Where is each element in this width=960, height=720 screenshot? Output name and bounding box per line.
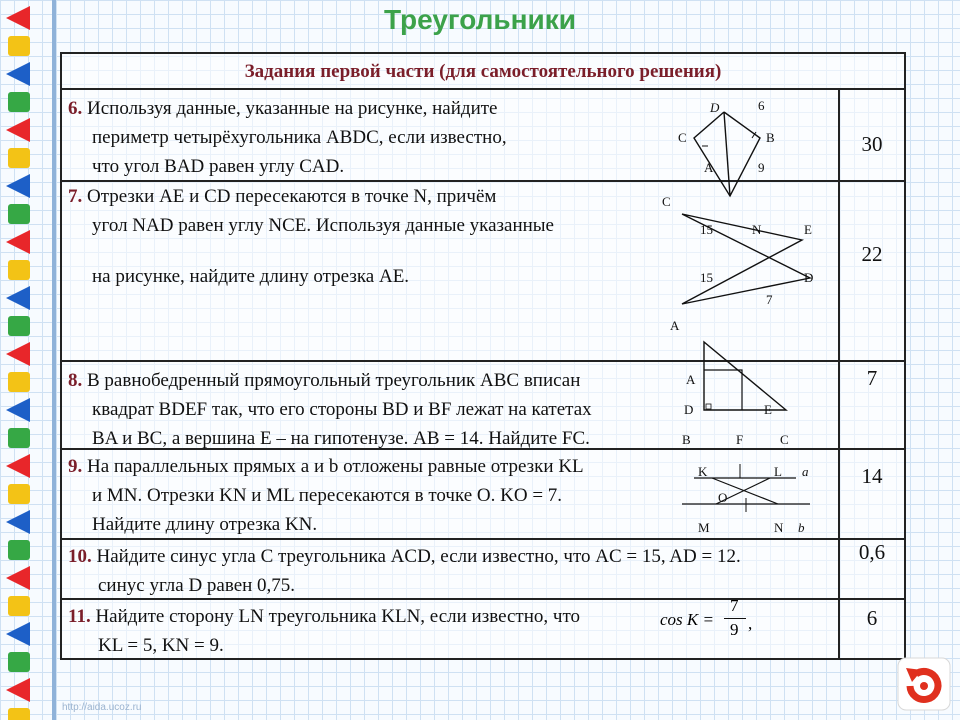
task-row-11	[62, 596, 904, 660]
task-text-11	[68, 602, 580, 660]
fraction-bar	[724, 618, 746, 619]
label-b: B	[766, 130, 775, 145]
border-decoration	[8, 540, 30, 560]
decorative-left-border	[0, 0, 48, 720]
label-c: C	[662, 194, 671, 209]
task-line: На параллельных прямых a и b отложены равные отрезки KL	[87, 456, 584, 477]
label-l: L	[774, 464, 782, 479]
border-decoration	[8, 652, 30, 672]
label-n: N	[774, 520, 784, 535]
task-line: Отрезки AE и CD пересекаются в точке N, причём	[87, 186, 497, 207]
left-margin-rule	[52, 0, 56, 720]
answer-11: 6	[866, 606, 878, 630]
task-line: и MN. Отрезки KN и ML пересекаются в точке O. KO = 7.	[92, 485, 563, 506]
label-d: D	[684, 402, 694, 417]
figure-crossing-segments	[652, 186, 822, 346]
border-decoration	[8, 484, 30, 504]
task-number: 9.	[68, 456, 83, 477]
task-row-8	[62, 362, 904, 450]
task-line: Найдите сторону LN треугольника KLN, если известно, что	[95, 606, 580, 627]
label-15-top: 15	[700, 222, 713, 237]
task-line: квадрат BDEF так, что его стороны BD и BF лежат на катетах	[92, 399, 592, 420]
label-6: 6	[758, 98, 765, 113]
label-d: D	[804, 270, 814, 285]
label-b: b	[798, 520, 805, 535]
label-a: A	[670, 318, 680, 333]
tasks-table	[60, 52, 906, 660]
task-line: Найдите длину отрезка KN.	[92, 514, 318, 535]
border-decoration	[6, 678, 30, 702]
border-decoration	[8, 260, 30, 280]
label-c: C	[780, 432, 789, 447]
border-decoration	[8, 36, 30, 56]
border-decoration	[6, 510, 30, 534]
label-15-bottom: 15	[700, 270, 713, 285]
label-a: A	[686, 372, 696, 387]
border-decoration	[6, 230, 30, 254]
label-m: M	[698, 520, 710, 535]
task-line: на рисунке, найдите длину отрезка AE.	[92, 266, 410, 287]
formula-denominator: 9	[730, 620, 739, 639]
label-e: E	[764, 402, 772, 417]
task-line: Используя данные, указанные на рисунке, найдите	[87, 98, 498, 119]
label-7: 7	[766, 292, 773, 307]
task-number: 6.	[68, 98, 83, 119]
task-row-6	[62, 90, 904, 182]
page-title: Треугольники	[384, 4, 576, 35]
footer-url: http://aida.ucoz.ru	[62, 702, 142, 713]
label-k: K	[698, 464, 708, 479]
task-text-6	[68, 94, 507, 181]
answer-9: 14	[861, 464, 883, 488]
label-o: O	[718, 490, 728, 505]
figure-square-in-triangle	[678, 338, 828, 450]
figure-parallel-lines	[674, 454, 830, 538]
border-decoration	[8, 148, 30, 168]
border-decoration	[8, 428, 30, 448]
task-text-7	[68, 182, 554, 287]
task-number: 7.	[68, 186, 83, 207]
border-decoration	[6, 398, 30, 422]
border-decoration	[8, 316, 30, 336]
answer-7: 22	[861, 242, 883, 266]
label-c: C	[678, 130, 687, 145]
table-header: Задания первой части (для самостоятельного решения)	[62, 54, 904, 90]
border-decoration	[8, 92, 30, 112]
label-d: D	[710, 100, 720, 115]
task-number: 8.	[68, 370, 83, 391]
answer-10: 0,6	[858, 540, 886, 564]
task-line: KL = 5, KN = 9.	[98, 635, 224, 656]
border-decoration	[8, 372, 30, 392]
task-number: 11.	[68, 606, 91, 627]
formula-lhs: cos K =	[660, 610, 714, 629]
label-a: A	[704, 160, 714, 175]
task-text-8	[68, 366, 592, 453]
answer-6: 30	[861, 132, 883, 156]
border-decoration	[6, 118, 30, 142]
label-n: N	[752, 222, 762, 237]
formula-numerator: 7	[730, 596, 739, 615]
task-line: периметр четырёхугольника ABDC, если известно,	[92, 127, 507, 148]
task-row-10	[62, 540, 904, 600]
task-line: угол NAD равен углу NCE. Используя данные указанные	[92, 215, 554, 236]
border-decoration	[8, 596, 30, 616]
border-decoration	[6, 454, 30, 478]
task-line: В равнобедренный прямоугольный треугольник ABC вписан	[87, 370, 581, 391]
task-line: Найдите синус угла C треугольника ACD, если известно, что AC = 15, AD = 12.	[96, 546, 741, 567]
task-line: BA и BC, а вершина E – на гипотенузе. AB = 14. Найдите FC.	[92, 428, 590, 449]
task-number: 10.	[68, 546, 92, 567]
border-decoration	[6, 174, 30, 198]
label-b: B	[682, 432, 691, 447]
task-text-10	[68, 542, 741, 600]
border-decoration	[6, 342, 30, 366]
formula-tail: ,	[748, 614, 753, 633]
label-9: 9	[758, 160, 765, 175]
border-decoration	[6, 566, 30, 590]
answer-8: 7	[866, 366, 878, 390]
return-arrow-icon[interactable]	[896, 656, 952, 712]
task-row-9	[62, 450, 904, 540]
label-f: F	[736, 432, 744, 447]
task-text-9	[68, 452, 584, 539]
label-a: a	[802, 464, 809, 479]
task-row-7	[62, 182, 904, 362]
border-decoration	[6, 62, 30, 86]
border-decoration	[8, 204, 30, 224]
label-e: E	[804, 222, 812, 237]
task-line: что угол BAD равен углу CAD.	[92, 156, 345, 177]
border-decoration	[8, 708, 30, 720]
border-decoration	[6, 286, 30, 310]
border-decoration	[6, 622, 30, 646]
task-line: синус угла D равен 0,75.	[98, 575, 296, 596]
